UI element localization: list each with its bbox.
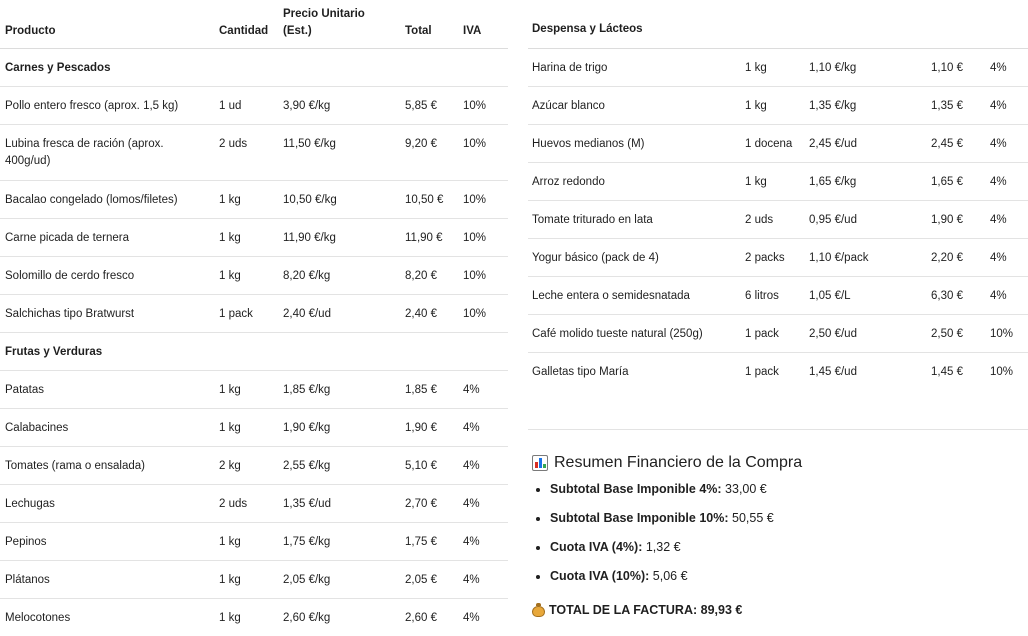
cell-vat: 4%: [990, 290, 1007, 302]
cell-total: 6,30 €: [931, 290, 963, 302]
cell-product: Salchichas tipo Bratwurst: [5, 308, 135, 320]
list-item: [550, 511, 1012, 526]
cell-product: Galletas tipo María: [532, 366, 629, 378]
table-row: [528, 315, 1028, 353]
invoice-total: [532, 602, 1012, 618]
cell-total: 2,70 €: [405, 498, 437, 510]
cell-quantity: 2 packs: [745, 252, 785, 264]
header-vat: IVA: [463, 25, 482, 37]
header-unit-price-line1: Precio Unitario: [283, 8, 365, 20]
cell-product: Leche entera o semidesnatada: [532, 290, 690, 302]
section-title: Frutas y Verduras: [5, 346, 103, 358]
cell-product: Tomate triturado en lata: [532, 214, 653, 226]
cell-vat: 10%: [463, 100, 487, 112]
cell-unit-price: 1,35 €/ud: [283, 498, 331, 510]
cell-vat: 4%: [463, 384, 480, 396]
summary-value: 1,32 €: [645, 540, 681, 554]
section-row-fruits-vegetables: [0, 333, 508, 371]
cell-product: Bacalao congelado (lomos/filetes): [5, 194, 178, 206]
section-row-meat-fish: [0, 49, 508, 87]
list-item: [550, 482, 1012, 497]
table-row: [0, 257, 508, 295]
cell-quantity: 6 litros: [745, 290, 779, 302]
cell-product: Azúcar blanco: [532, 100, 605, 112]
cell-total: 2,45 €: [931, 138, 963, 150]
cell-unit-price: 1,45 €/ud: [809, 366, 857, 378]
table-row: [528, 239, 1028, 277]
table-row: [0, 181, 508, 219]
cell-quantity: 1 kg: [219, 574, 241, 586]
cell-total: 2,20 €: [931, 252, 963, 264]
table-row: [528, 87, 1028, 125]
cell-vat: 10%: [463, 138, 487, 150]
cell-product: Harina de trigo: [532, 62, 608, 74]
cell-product: Tomates (rama o ensalada): [5, 460, 145, 472]
cell-unit-price: 1,35 €/kg: [809, 100, 857, 112]
cell-unit-price: 1,10 €/kg: [809, 62, 857, 74]
cell-quantity: 2 uds: [219, 498, 248, 510]
section-title: Carnes y Pescados: [5, 62, 111, 74]
summary-value: 50,55 €: [732, 511, 774, 525]
cell-product: Patatas: [5, 384, 44, 396]
header-unit-price-line2: (Est.): [283, 25, 312, 37]
cell-total: 10,50 €: [405, 194, 444, 206]
summary-label: Subtotal Base Imponible 10%:: [550, 511, 729, 525]
cell-unit-price: 2,05 €/kg: [283, 574, 331, 586]
cell-quantity: 1 kg: [745, 100, 767, 112]
cell-quantity: 1 kg: [219, 232, 241, 244]
table-row: [0, 523, 508, 561]
cell-quantity: 1 kg: [745, 176, 767, 188]
table-row: [0, 447, 508, 485]
cell-total: 1,35 €: [931, 100, 963, 112]
cell-total: 2,40 €: [405, 308, 437, 320]
cell-vat: 10%: [463, 308, 487, 320]
header-total: Total: [405, 25, 432, 37]
cell-vat: 4%: [990, 214, 1007, 226]
summary-label: Cuota IVA (10%):: [550, 569, 650, 583]
cell-vat: 4%: [463, 536, 480, 548]
cell-quantity: 1 kg: [219, 384, 241, 396]
cell-quantity: 2 uds: [745, 214, 774, 226]
cell-unit-price: 1,85 €/kg: [283, 384, 331, 396]
cell-unit-price: 2,55 €/kg: [283, 460, 331, 472]
cell-quantity: 1 kg: [219, 612, 241, 624]
cell-product: Plátanos: [5, 574, 50, 586]
left-table: [0, 0, 508, 636]
cell-total: 1,85 €: [405, 384, 437, 396]
summary-value: 33,00 €: [725, 482, 767, 496]
table-row: [0, 371, 508, 409]
section-header-pantry-dairy: [528, 0, 1028, 46]
cell-vat: 4%: [990, 138, 1007, 150]
cell-product: Solomillo de cerdo fresco: [5, 270, 135, 282]
cell-unit-price: 1,90 €/kg: [283, 422, 331, 434]
cell-quantity: 1 docena: [745, 138, 793, 150]
cell-unit-price: 1,05 €/L: [809, 290, 851, 302]
table-row: [0, 87, 508, 125]
cell-unit-price: 1,65 €/kg: [809, 176, 857, 188]
cell-vat: 4%: [463, 422, 480, 434]
header-product: Producto: [5, 25, 56, 37]
cell-total: 2,60 €: [405, 612, 437, 624]
right-table: [528, 0, 1028, 430]
cell-total: 1,65 €: [931, 176, 963, 188]
cell-quantity: 2 uds: [219, 138, 248, 150]
header-unit-price: [283, 6, 365, 40]
cell-vat: 10%: [463, 270, 487, 282]
table-row: [0, 125, 508, 181]
cell-unit-price: 1,75 €/kg: [283, 536, 331, 548]
summary-value: 5,06 €: [652, 569, 688, 583]
cell-vat: 4%: [463, 612, 480, 624]
cell-quantity: 2 kg: [219, 460, 241, 472]
cell-vat: 4%: [990, 100, 1007, 112]
cell-vat: 4%: [463, 460, 480, 472]
cell-vat: 10%: [990, 328, 1014, 340]
table-row: [0, 295, 508, 333]
cell-quantity: 1 pack: [745, 328, 779, 340]
cell-quantity: 1 kg: [745, 62, 767, 74]
bar-chart-icon: [532, 455, 548, 471]
table-row: [528, 353, 1028, 390]
summary-list: [532, 482, 1012, 584]
cell-total: 1,75 €: [405, 536, 437, 548]
cell-vat: 4%: [990, 62, 1007, 74]
table-row: [0, 599, 508, 636]
header-quantity: Cantidad: [219, 25, 269, 37]
cell-product: Carne picada de ternera: [5, 232, 130, 244]
cell-quantity: 1 kg: [219, 270, 241, 282]
table-row: [0, 219, 508, 257]
table-row: [528, 163, 1028, 201]
cell-quantity: 1 pack: [745, 366, 779, 378]
table-row: [528, 125, 1028, 163]
summary-title: Resumen Financiero de la Compra: [554, 454, 803, 471]
cell-unit-price: 0,95 €/ud: [809, 214, 857, 226]
cell-quantity: 1 kg: [219, 536, 241, 548]
cell-product: Pollo entero fresco (aprox. 1,5 kg): [5, 100, 179, 112]
summary-label: Cuota IVA (4%):: [550, 540, 643, 554]
cell-vat: 10%: [990, 366, 1014, 378]
cell-vat: 10%: [463, 194, 487, 206]
cell-unit-price: 2,60 €/kg: [283, 612, 331, 624]
cell-product: Pepinos: [5, 536, 47, 548]
cell-total: 1,90 €: [405, 422, 437, 434]
cell-total: 9,20 €: [405, 138, 437, 150]
cell-total: 5,85 €: [405, 100, 437, 112]
list-item: [550, 540, 1012, 555]
cell-total: 5,10 €: [405, 460, 437, 472]
cell-unit-price: 11,50 €/kg: [283, 138, 336, 150]
cell-total: 2,50 €: [931, 328, 963, 340]
table-row: [528, 49, 1028, 87]
table-row: [528, 277, 1028, 315]
cell-vat: 4%: [463, 574, 480, 586]
section-title: Despensa y Lácteos: [532, 23, 643, 35]
cell-product: Calabacines: [5, 422, 69, 434]
cell-product: Yogur básico (pack de 4): [532, 252, 659, 264]
summary-heading: [532, 452, 1012, 474]
cell-total: 2,05 €: [405, 574, 437, 586]
cell-product: Lechugas: [5, 498, 55, 510]
cell-product: Café molido tueste natural (250g): [532, 328, 703, 340]
cell-vat: 4%: [463, 498, 480, 510]
cell-vat: 10%: [463, 232, 487, 244]
cell-unit-price: 2,45 €/ud: [809, 138, 857, 150]
money-bag-icon: [532, 603, 545, 617]
cell-quantity: 1 ud: [219, 100, 242, 112]
cell-quantity: 1 kg: [219, 422, 241, 434]
cell-total: 1,45 €: [931, 366, 963, 378]
cell-unit-price: 2,40 €/ud: [283, 308, 331, 320]
cell-product: Lubina fresca de ración (aprox. 400g/ud): [5, 138, 164, 167]
cell-product: Arroz redondo: [532, 176, 605, 188]
cell-unit-price: 11,90 €/kg: [283, 232, 336, 244]
cell-unit-price: 8,20 €/kg: [283, 270, 331, 282]
cell-total: 1,90 €: [931, 214, 963, 226]
cell-product: Huevos medianos (M): [532, 138, 645, 150]
table-row: [528, 201, 1028, 239]
table-row: [0, 409, 508, 447]
cell-quantity: 1 pack: [219, 308, 253, 320]
cell-vat: 4%: [990, 252, 1007, 264]
cell-total: 1,10 €: [931, 62, 963, 74]
cell-total: 11,90 €: [405, 232, 443, 244]
financial-summary: [532, 452, 1012, 618]
table-header: [0, 0, 508, 49]
cell-unit-price: 2,50 €/ud: [809, 328, 857, 340]
table-row: [0, 561, 508, 599]
cell-quantity: 1 kg: [219, 194, 241, 206]
list-item: [550, 569, 1012, 584]
summary-label: Subtotal Base Imponible 4%:: [550, 482, 722, 496]
cell-unit-price: 1,10 €/pack: [809, 252, 869, 264]
cell-vat: 4%: [990, 176, 1007, 188]
cell-total: 8,20 €: [405, 270, 437, 282]
invoice-total-label: TOTAL DE LA FACTURA: 89,93 €: [549, 603, 743, 617]
cell-unit-price: 3,90 €/kg: [283, 100, 331, 112]
table-row: [0, 485, 508, 523]
cell-product: Melocotones: [5, 612, 71, 624]
cell-unit-price: 10,50 €/kg: [283, 194, 337, 206]
divider: [528, 429, 1028, 430]
